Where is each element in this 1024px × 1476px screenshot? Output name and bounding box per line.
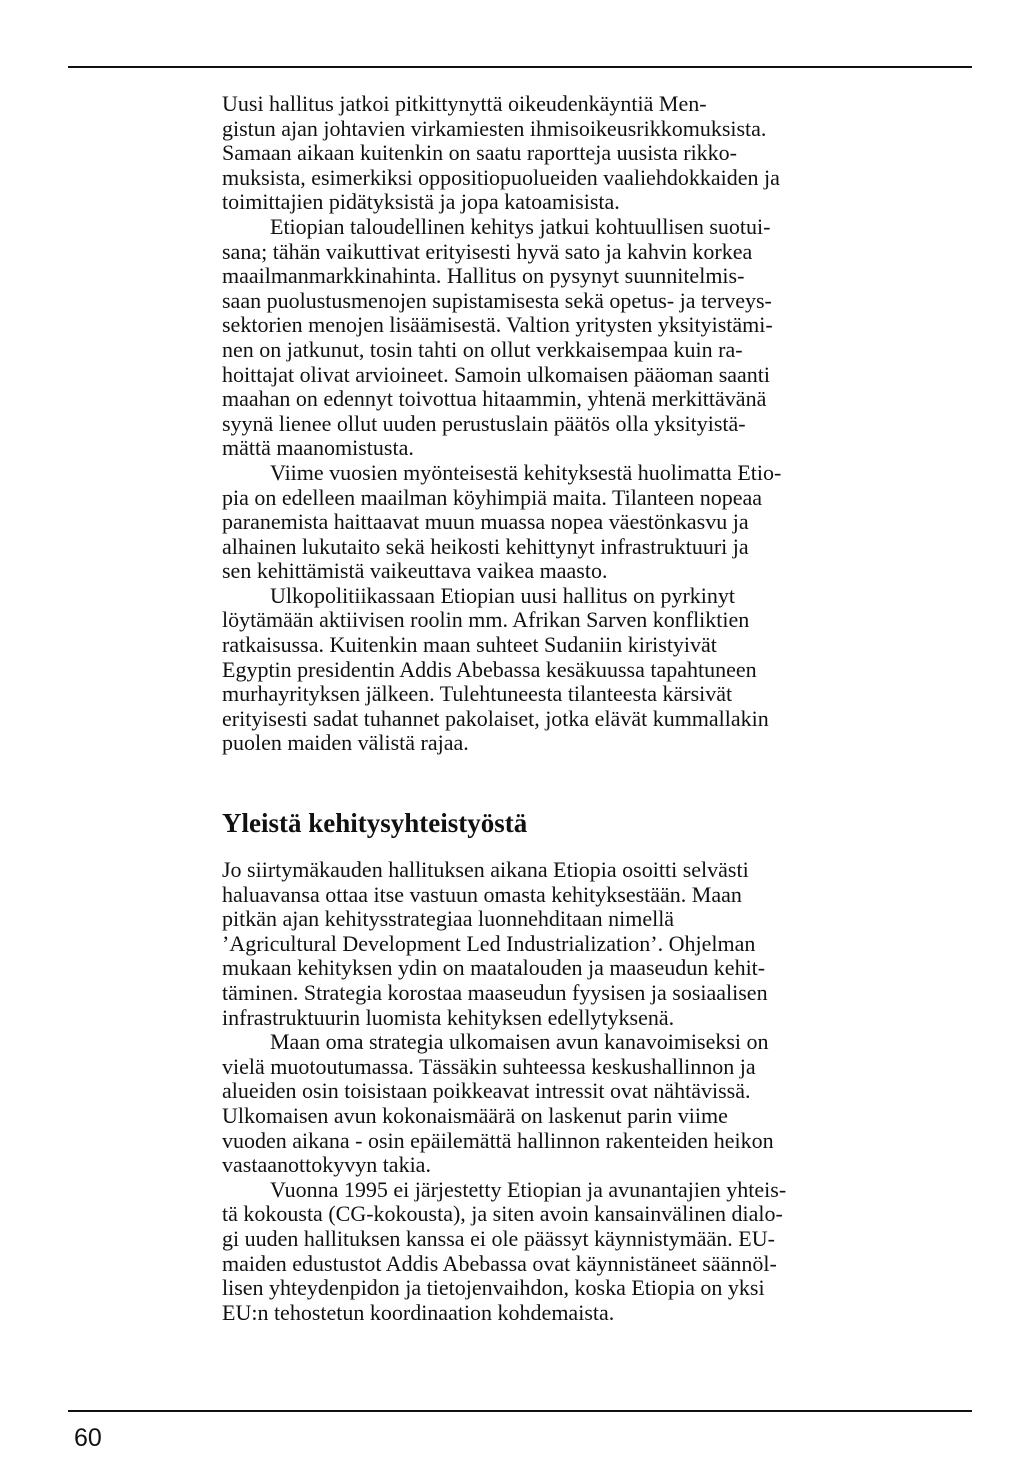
text-line: sen kehittämistä vaikeuttava vaikea maasto. bbox=[222, 558, 608, 584]
text-line: gistun ajan johtavien virkamiesten ihmisoikeusrikkomuksista. bbox=[222, 115, 767, 141]
paragraph bbox=[222, 461, 922, 584]
paragraph bbox=[222, 858, 922, 1030]
bottom-rule bbox=[68, 1410, 972, 1412]
text-line: Etiopian taloudellinen kehitys jatkui kohtuullisen suotui- bbox=[270, 213, 771, 239]
section-heading: Yleistä kehitysyhteistyöstä bbox=[222, 808, 528, 838]
paragraph bbox=[222, 584, 922, 756]
text-line: löytämään aktiivisen roolin mm. Afrikan Sarven konfliktien bbox=[222, 607, 750, 633]
paragraph bbox=[222, 92, 922, 215]
text-line: puolen maiden välistä rajaa. bbox=[222, 730, 469, 756]
text-line: mättä maanomistusta. bbox=[222, 435, 414, 461]
page-number: 60 bbox=[74, 1424, 102, 1452]
text-line: paranemista haittaavat muun muassa nopea väestönkasvu ja bbox=[222, 509, 749, 535]
text-line: vuoden aikana - osin epäilemättä hallinnon rakenteiden heikon bbox=[222, 1127, 774, 1153]
text-line: sektorien menojen lisäämisestä. Valtion yritysten yksityistämi- bbox=[222, 312, 773, 338]
text-line: Uusi hallitus jatkoi pitkittynyttä oikeudenkäyntiä Men- bbox=[222, 91, 707, 116]
text-line: saan puolustusmenojen supistamisesta sekä opetus- ja terveys- bbox=[222, 287, 772, 313]
text-line: muksista, esimerkiksi oppositiopuolueiden vaaliehdokkaiden ja bbox=[222, 164, 780, 190]
text-line: lisen yhteydenpidon ja tietojenvaihdon, koska Etiopia on yksi bbox=[222, 1275, 765, 1301]
text-line: erityisesti sadat tuhannet pakolaiset, jotka elävät kummallakin bbox=[222, 705, 769, 731]
text-line: Maan oma strategia ulkomaisen avun kanavoimiseksi on bbox=[270, 1029, 769, 1055]
text-line: mukaan kehityksen ydin on maatalouden ja maaseudun kehit- bbox=[222, 955, 766, 981]
text-line: maahan on edennyt toivottua hitaammin, yhtenä merkittävänä bbox=[222, 386, 767, 412]
text-line: Viime vuosien myönteisestä kehityksestä huolimatta Etio- bbox=[270, 459, 782, 485]
text-line: vielä muotoutumassa. Tässäkin suhteessa keskushallinnon ja bbox=[222, 1053, 756, 1079]
body-text-part-2 bbox=[222, 858, 922, 1325]
text-line: Ulkomaisen avun kokonaismäärä on laskenut parin viime bbox=[222, 1102, 728, 1128]
text-line: hoittajat olivat arvioineet. Samoin ulkomaisen pääoman saanti bbox=[222, 361, 771, 387]
text-line: Samaan aikaan kuitenkin on saatu raportteja uusista rikko- bbox=[222, 140, 738, 166]
paragraph bbox=[222, 215, 922, 461]
text-line: alueiden osin toisistaan poikkeavat intressit ovat nähtävissä. bbox=[222, 1078, 751, 1104]
text-line: Ulkopolitiikassaan Etiopian uusi hallitus on pyrkinyt bbox=[270, 582, 736, 608]
text-line: syynä lienee ollut uuden perustuslain päätös olla yksityistä- bbox=[222, 410, 746, 436]
paragraph bbox=[222, 1030, 922, 1178]
text-line: haluavansa ottaa itse vastuun omasta kehityksestään. Maan bbox=[222, 881, 742, 907]
text-line: alhainen lukutaito sekä heikosti kehittynyt infrastruktuuri ja bbox=[222, 533, 749, 559]
text-line: ’Agricultural Development Led Industrialization’. Ohjelman bbox=[222, 930, 756, 956]
text-line: EU:n tehostetun koordinaation kohdemaista. bbox=[222, 1299, 615, 1325]
text-line: täminen. Strategia korostaa maaseudun fyysisen ja sosiaalisen bbox=[222, 979, 768, 1005]
text-line: murhayrityksen jälkeen. Tulehtuneesta tilanteesta kärsivät bbox=[222, 681, 733, 707]
text-line: Egyptin presidentin Addis Abebassa kesäkuussa tapahtuneen bbox=[222, 656, 757, 682]
text-line: pitkän ajan kehitysstrategiaa luonnehditaan nimellä bbox=[222, 906, 675, 932]
text-line: vastaanottokyvyn takia. bbox=[222, 1152, 431, 1178]
text-line: Vuonna 1995 ei järjestetty Etiopian ja avunantajien yhteis- bbox=[270, 1176, 787, 1202]
text-line: maiden edustustot Addis Abebassa ovat käynnistäneet säännöl- bbox=[222, 1250, 777, 1276]
text-line: Jo siirtymäkauden hallituksen aikana Etiopia osoitti selvästi bbox=[222, 857, 749, 882]
text-line: ratkaisussa. Kuitenkin maan suhteet Sudaniin kiristyivät bbox=[222, 632, 717, 658]
top-rule bbox=[68, 66, 972, 68]
text-line: sana; tähän vaikuttivat erityisesti hyvä sato ja kahvin korkea bbox=[222, 238, 753, 264]
paragraph bbox=[222, 1178, 922, 1326]
text-line: tä kokousta (CG-kokousta), ja siten avoin kansainvälinen dialo- bbox=[222, 1201, 783, 1227]
text-line: pia on edelleen maailman köyhimpiä maita. Tilanteen nopeaa bbox=[222, 484, 763, 510]
text-line: nen on jatkunut, tosin tahti on ollut verkkaisempaa kuin ra- bbox=[222, 336, 743, 362]
text-line: gi uuden hallituksen kanssa ei ole päässyt käynnistymään. EU- bbox=[222, 1225, 775, 1251]
text-line: infrastruktuurin luomista kehityksen edellytyksenä. bbox=[222, 1004, 675, 1030]
body-text-part-1 bbox=[222, 92, 922, 756]
text-line: toimittajien pidätyksistä ja jopa katoamisista. bbox=[222, 189, 620, 215]
text-line: maailmanmarkkinahinta. Hallitus on pysynyt suunnitelmis- bbox=[222, 263, 745, 289]
